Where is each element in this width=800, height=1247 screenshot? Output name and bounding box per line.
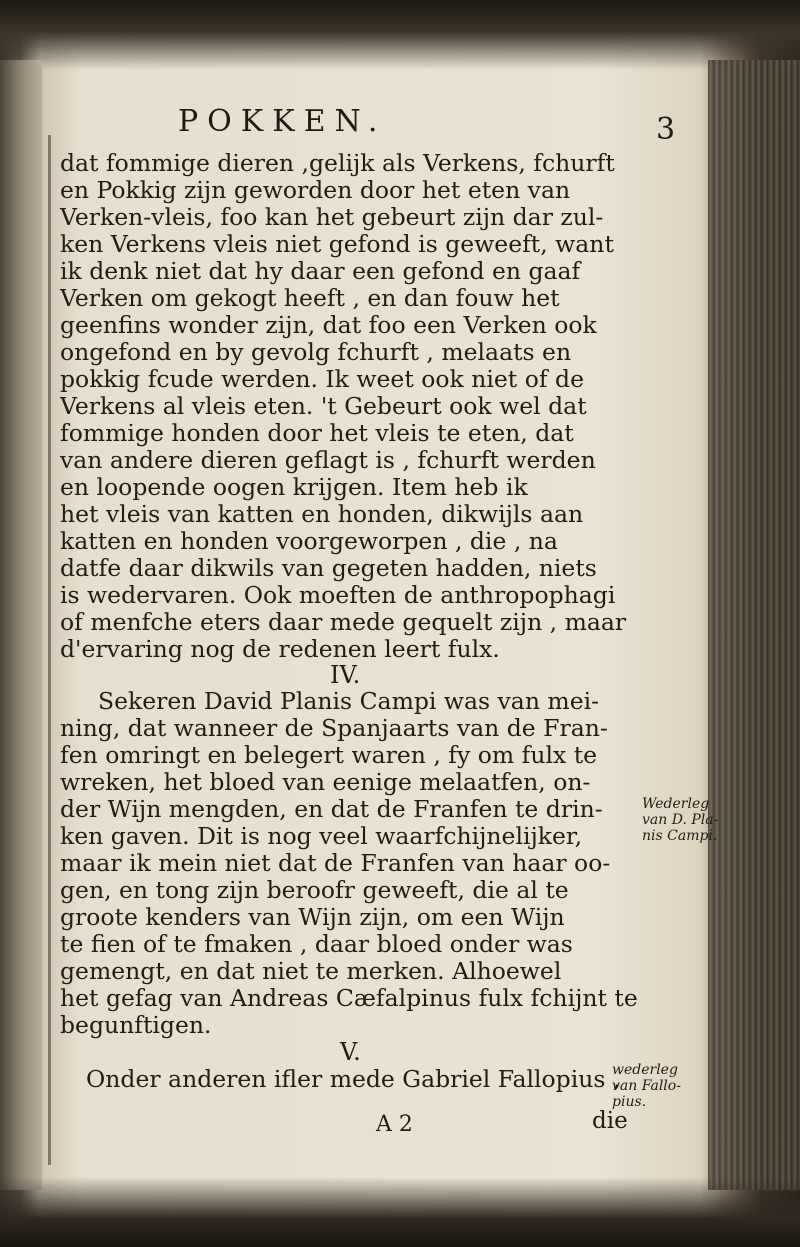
catchword: die xyxy=(592,1108,628,1134)
text-line: het gefag van Andreas Cæfalpinus fulx fchijnt te xyxy=(60,984,638,1012)
text-line: wreken, het bloed van eenige melaatfen, on- xyxy=(60,768,591,796)
text-line: begunftigen. xyxy=(60,1011,212,1039)
text-line: Verken-vleis, foo kan het gebeurt zijn dar zul- xyxy=(60,203,604,231)
margin-note-line: pius. xyxy=(612,1094,647,1110)
text-line: of menfche eters daar mede gequelt zijn , maar xyxy=(60,608,627,636)
text-line: het vleis van katten en honden, dikwijls aan xyxy=(60,500,584,528)
margin-note-line: van D. Pla- xyxy=(642,812,719,828)
margin-note-2 xyxy=(612,1062,681,1110)
text-line: ik denk niet dat hy daar een gefond en gaaf xyxy=(60,257,581,285)
text-line: fen omringt en belegert waren , fy om fulx te xyxy=(60,741,598,769)
text-line: der Wijn mengden, en dat de Franfen te drin- xyxy=(60,795,603,823)
text-line: maar ik mein niet dat de Franfen van haar oo- xyxy=(60,849,611,877)
text-line: gemengt, en dat niet te merken. Alhoewel xyxy=(60,957,562,985)
text-line: ken gaven. Dit is nog veel waarfchijnelijker, xyxy=(60,822,583,850)
right-page-edge xyxy=(708,60,800,1190)
text-line: groote kenders van Wijn zijn, om een Wijn xyxy=(60,903,565,931)
margin-note-line: nis Campi. xyxy=(642,828,718,844)
section-heading-iv: IV. xyxy=(330,661,361,689)
text-line: Verkens al vleis eten. 't Gebeurt ook wel dat xyxy=(60,392,587,420)
text-line: te fien of te fmaken , daar bloed onder was xyxy=(60,930,573,958)
bottom-shadow xyxy=(0,1177,800,1247)
text-line: dat fommige dieren ,gelijk als Verkens, fchurft xyxy=(60,149,615,177)
page-number: 3 xyxy=(656,112,676,147)
left-gutter xyxy=(0,60,42,1190)
text-line: en loopende oogen krijgen. Item heb ik xyxy=(60,473,528,501)
text-line: pokkig fcude werden. Ik weet ook niet of de xyxy=(60,365,584,393)
text-line: ken Verkens vleis niet gefond is geweeft, want xyxy=(60,230,614,258)
top-shadow xyxy=(0,0,800,70)
text-line: Verken om gekogt heeft , en dan fouw het xyxy=(60,284,560,312)
margin-note-1 xyxy=(642,796,718,844)
running-header: POKKEN. xyxy=(178,104,387,139)
margin-note-line: Wederleg xyxy=(642,796,710,812)
text-line: datfe daar dikwils van gegeten hadden, niets xyxy=(60,554,597,582)
margin-note-line: wederleg xyxy=(612,1062,678,1078)
text-line: d'ervaring nog de redenen leert fulx. xyxy=(60,635,500,663)
text-line: geenfins wonder zijn, dat foo een Verken ook xyxy=(60,311,597,339)
text-line: Onder anderen ifler mede Gabriel Fallopius , xyxy=(86,1065,621,1093)
text-line: en Pokkig zijn geworden door het eten van xyxy=(60,176,571,204)
text-line: ning, dat wanneer de Spanjaarts van de Fran- xyxy=(60,714,608,742)
signature-mark: A 2 xyxy=(376,1112,413,1137)
text-line: fommige honden door het vleis te eten, dat xyxy=(60,419,574,447)
text-line: van andere dieren geflagt is , fchurft werden xyxy=(60,446,596,474)
text-line: ongefond en by gevolg fchurft , melaats en xyxy=(60,338,572,366)
text-line: katten en honden voorgeworpen , die , na xyxy=(60,527,558,555)
text-line: gen, en tong zijn beroofr geweeft, die al te xyxy=(60,876,569,904)
left-margin-rule xyxy=(48,135,51,1165)
text-line: Sekeren David Planis Campi was van mei- xyxy=(98,687,600,715)
margin-note-line: van Fallo- xyxy=(612,1078,681,1094)
text-line: is wedervaren. Ook moeften de anthropophagi xyxy=(60,581,616,609)
section-heading-v: V. xyxy=(340,1038,361,1066)
